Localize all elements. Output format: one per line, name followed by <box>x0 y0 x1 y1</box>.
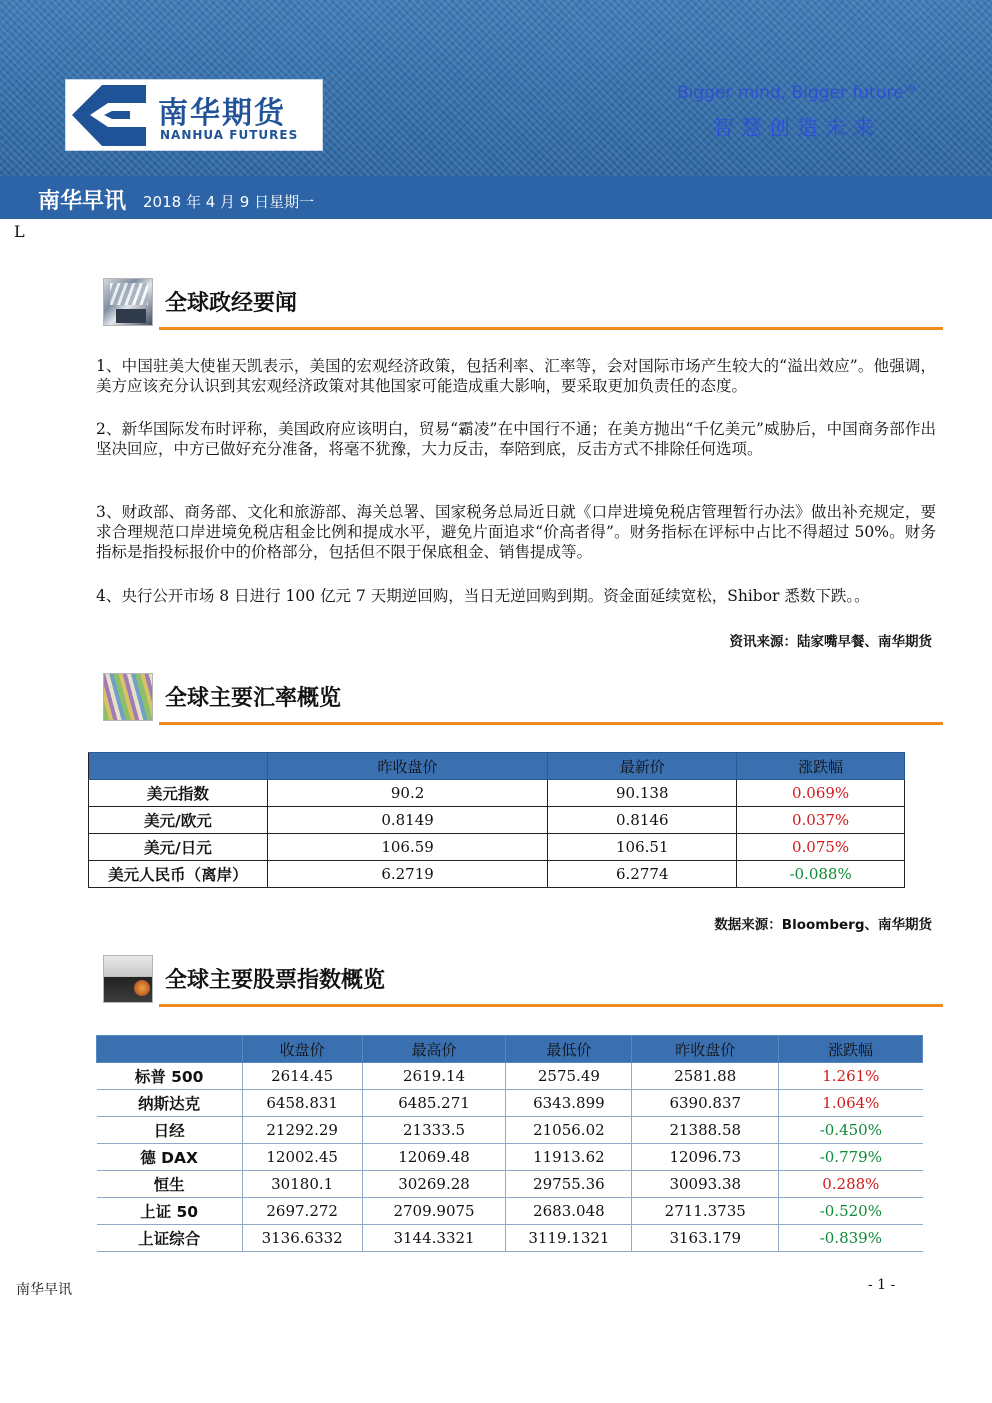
prev-close-cell: 30093.38 <box>632 1171 779 1198</box>
section-divider <box>159 1004 943 1007</box>
change-cell: 0.069% <box>737 780 905 807</box>
low-cell: 2683.048 <box>506 1198 632 1225</box>
table-row <box>89 861 905 888</box>
column-header: 昨收盘价 <box>267 753 548 780</box>
prev-close-cell: 90.2 <box>267 780 548 807</box>
prev-close-cell: 12096.73 <box>632 1144 779 1171</box>
column-header: 昨收盘价 <box>632 1036 779 1063</box>
change-cell: 0.037% <box>737 807 905 834</box>
column-header: 最新价 <box>548 753 737 780</box>
date-bar <box>0 176 992 219</box>
fx-table <box>88 752 905 888</box>
table-row <box>97 1198 923 1225</box>
stray-character: L <box>14 222 25 241</box>
last-price-cell: 90.138 <box>548 780 737 807</box>
last-price-cell: 0.8146 <box>548 807 737 834</box>
close-cell: 12002.45 <box>242 1144 362 1171</box>
news-source: 资讯来源：陆家嘴早餐、南华期货 <box>729 634 932 650</box>
banknotes-photo-icon <box>103 673 153 721</box>
nanhua-logo-icon <box>72 85 146 146</box>
row-label: 上证综合 <box>97 1225 243 1252</box>
low-cell: 11913.62 <box>506 1144 632 1171</box>
last-price-cell: 6.2774 <box>548 861 737 888</box>
column-header: 最低价 <box>506 1036 632 1063</box>
table-row <box>97 1090 923 1117</box>
high-cell: 21333.5 <box>362 1117 506 1144</box>
trademark-mark: TM <box>903 84 916 94</box>
section-divider <box>159 722 943 725</box>
equity-section-header <box>103 955 943 1009</box>
low-cell: 2575.49 <box>506 1063 632 1090</box>
last-price-cell: 106.51 <box>548 834 737 861</box>
news-item: 3、财政部、商务部、文化和旅游部、海关总署、国家税务总局近日就《口岸进境免税店管理暂行办法》做出补充规定，要求合理规范口岸进境免税店租金比例和提成水平，避免片面追求“价高者得”。财务指标在评标中占比不得超过 50%。财务指标是指投标报价中的价格部分，包括但不限于保底租金、销售提成等。 <box>96 503 936 561</box>
low-cell: 29755.36 <box>506 1171 632 1198</box>
low-cell: 6343.899 <box>506 1090 632 1117</box>
row-label: 美元/欧元 <box>89 807 268 834</box>
news-item: 4、央行公开市场 8 日进行 100 亿元 7 天期逆回购，当日无逆回购到期。资金面延续宽松，Shibor 悉数下跌。。 <box>96 587 870 605</box>
city-photo-icon <box>103 278 153 326</box>
footer-label: 南华早讯 <box>16 1282 72 1298</box>
change-cell: 0.288% <box>779 1171 923 1198</box>
high-cell: 2709.9075 <box>362 1198 506 1225</box>
table-row <box>97 1117 923 1144</box>
row-label: 美元/日元 <box>89 834 268 861</box>
fx-section-header <box>103 673 943 727</box>
prev-close-cell: 3163.179 <box>632 1225 779 1252</box>
high-cell: 12069.48 <box>362 1144 506 1171</box>
column-header <box>97 1036 243 1063</box>
table-row <box>97 1225 923 1252</box>
close-cell: 3136.6332 <box>242 1225 362 1252</box>
change-cell: -0.520% <box>779 1198 923 1225</box>
equity-table <box>96 1035 923 1252</box>
header-banner <box>0 0 992 176</box>
row-label: 标普 500 <box>97 1063 243 1090</box>
fx-header-row <box>89 753 905 780</box>
prev-close-cell: 21388.58 <box>632 1117 779 1144</box>
high-cell: 2619.14 <box>362 1063 506 1090</box>
high-cell: 3144.3321 <box>362 1225 506 1252</box>
report-date: 2018 年 4 月 9 日星期一 <box>143 193 315 211</box>
news-section-header <box>103 278 943 332</box>
slogan-en <box>677 83 915 103</box>
column-header <box>89 753 268 780</box>
row-label: 德 DAX <box>97 1144 243 1171</box>
change-cell: 0.075% <box>737 834 905 861</box>
fx-source: 数据来源：Bloomberg、南华期货 <box>714 917 932 933</box>
table-row <box>97 1063 923 1090</box>
low-cell: 21056.02 <box>506 1117 632 1144</box>
section-divider <box>159 327 943 330</box>
table-row <box>97 1171 923 1198</box>
news-item: 1、中国驻美大使崔天凯表示，美国的宏观经济政策，包括利率、汇率等，会对国际市场产生较大的“溢出效应”。他强调，美方应该充分认识到其宏观经济政策对其他国家可能造成重大影响，要采取更加负责任的态度。 <box>96 357 936 395</box>
prev-close-cell: 2711.3735 <box>632 1198 779 1225</box>
prev-close-cell: 6.2719 <box>267 861 548 888</box>
row-label: 日经 <box>97 1117 243 1144</box>
close-cell: 6458.831 <box>242 1090 362 1117</box>
column-header: 收盘价 <box>242 1036 362 1063</box>
equity-section-title: 全球主要股票指数概览 <box>165 968 386 993</box>
prev-close-cell: 0.8149 <box>267 807 548 834</box>
table-row <box>89 834 905 861</box>
close-cell: 30180.1 <box>242 1171 362 1198</box>
low-cell: 3119.1321 <box>506 1225 632 1252</box>
close-cell: 2697.272 <box>242 1198 362 1225</box>
logo-cn-text: 南华期货 <box>158 96 286 131</box>
column-header: 最高价 <box>362 1036 506 1063</box>
table-row <box>89 780 905 807</box>
table-row <box>89 807 905 834</box>
slogan-cn: 智慧创造未来 <box>713 116 881 140</box>
high-cell: 6485.271 <box>362 1090 506 1117</box>
news-section-title: 全球政经要闻 <box>165 291 298 316</box>
page-number: - 1 - <box>868 1277 896 1293</box>
change-cell: -0.088% <box>737 861 905 888</box>
prev-close-cell: 2581.88 <box>632 1063 779 1090</box>
row-label: 纳斯达克 <box>97 1090 243 1117</box>
slogan-en-text: Bigger mind, Bigger future <box>677 83 904 103</box>
change-cell: -0.839% <box>779 1225 923 1252</box>
close-cell: 21292.29 <box>242 1117 362 1144</box>
equity-header-row <box>97 1036 923 1063</box>
row-label: 美元人民币（离岸） <box>89 861 268 888</box>
close-cell: 2614.45 <box>242 1063 362 1090</box>
fx-section-title: 全球主要汇率概览 <box>165 686 342 711</box>
change-cell: 1.261% <box>779 1063 923 1090</box>
row-label: 美元指数 <box>89 780 268 807</box>
change-cell: 1.064% <box>779 1090 923 1117</box>
high-cell: 30269.28 <box>362 1171 506 1198</box>
company-logo <box>65 79 323 151</box>
prev-close-cell: 106.59 <box>267 834 548 861</box>
news-item: 2、新华国际发布时评称，美国政府应该明白，贸易“霸凌”在中国行不通；在美方抛出“千亿美元”威胁后，中国商务部作出坚决回应，中方已做好充分准备，将毫不犹豫，大力反击，奉陪到底，反击方式不排除任何选项。 <box>96 420 936 458</box>
change-cell: -0.779% <box>779 1144 923 1171</box>
prev-close-cell: 6390.837 <box>632 1090 779 1117</box>
logo-en-text: NANHUA FUTURES <box>160 128 299 142</box>
row-label: 上证 50 <box>97 1198 243 1225</box>
column-header: 涨跌幅 <box>779 1036 923 1063</box>
row-label: 恒生 <box>97 1171 243 1198</box>
trading-screen-photo-icon <box>103 955 153 1003</box>
change-cell: -0.450% <box>779 1117 923 1144</box>
table-row <box>97 1144 923 1171</box>
report-brand: 南华早讯 <box>38 189 127 214</box>
column-header: 涨跌幅 <box>737 753 905 780</box>
